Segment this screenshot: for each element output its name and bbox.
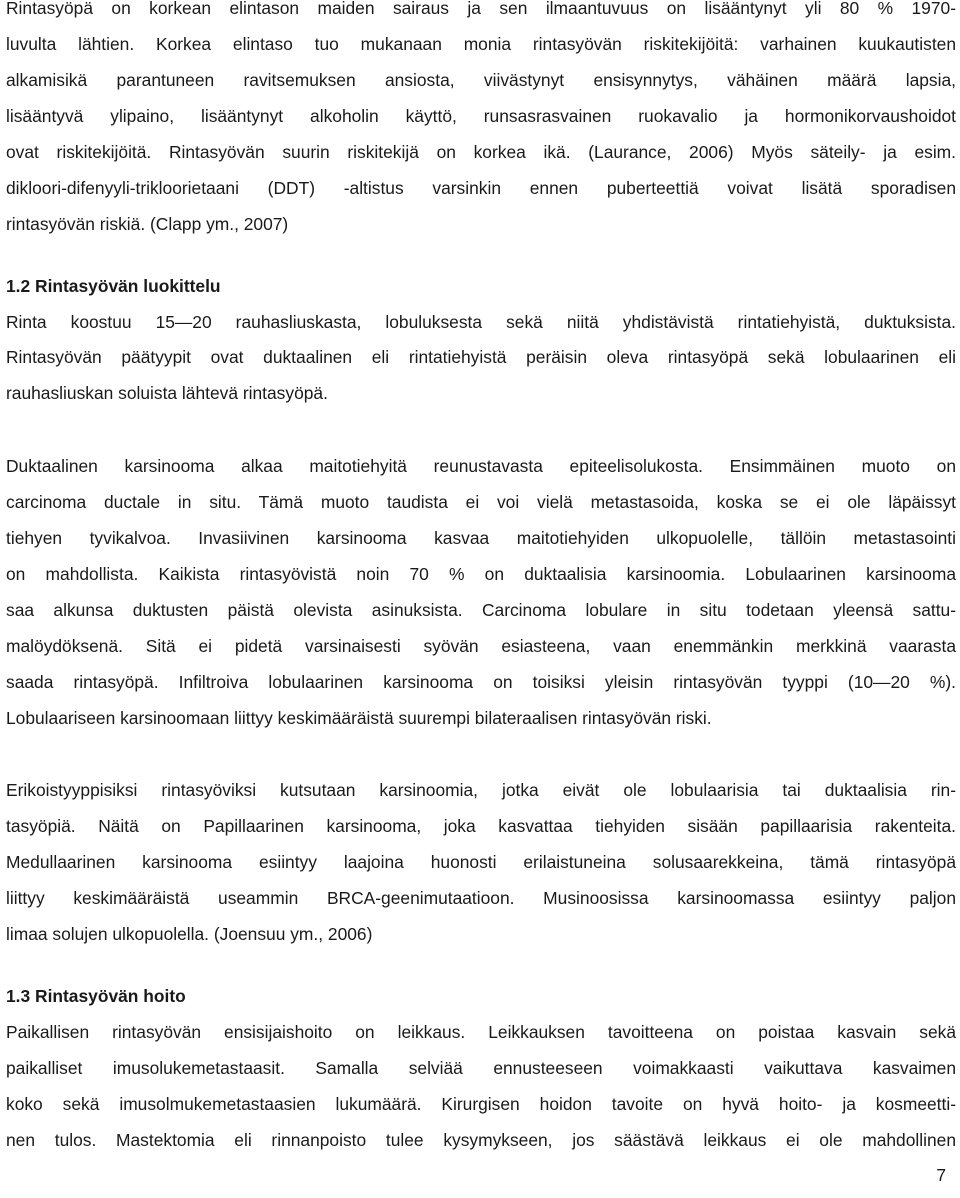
text-line: tiehyen tyvikalvoa. Invasiivinen karsinooma kasvaa maitotiehyiden ulkopuolelle, tällöin metastasointi <box>6 528 956 548</box>
text-line: lisääntyvä ylipaino, lisääntynyt alkoholin käyttö, runsasrasvainen ruokavalio ja hormonikorvaushoidot <box>6 106 956 126</box>
page-number: 7 <box>936 1165 946 1185</box>
text-line: malöydöksenä. Sitä ei pidetä varsinaisesti syövän esiasteena, vaan enemmänkin merkkinä vaarasta <box>6 636 956 656</box>
text-line: rauhasliuskan soluista lähtevä rintasyöpä. <box>6 383 328 403</box>
text-line: Rintasyövän päätyypit ovat duktaalinen eli rintatiehyistä peräisin oleva rintasyöpä sekä lobulaarinen eli <box>6 347 956 367</box>
text-line: saa alkunsa duktusten päistä olevista asinuksista. Carcinoma lobulare in situ todetaan yleensä sattu- <box>6 600 956 620</box>
text-line: rintasyövän riskiä. (Clapp ym., 2007) <box>6 214 289 234</box>
text-line: tasyöpiä. Näitä on Papillaarinen karsinooma, joka kasvattaa tiehyiden sisään papillaarisia rakenteita. <box>6 816 956 836</box>
text-line: liittyy keskimääräistä useammin BRCA-geenimutaatioon. Musinoosissa karsinoomassa esiintyy paljon <box>6 888 956 908</box>
text-line: Rinta koostuu 15—20 rauhasliuskasta, lobuluksesta sekä niitä yhdistävistä rintatiehyistä, duktuksista. <box>6 312 956 332</box>
text-line: ovat riskitekijöitä. Rintasyövän suurin riskitekijä on korkea ikä. (Laurance, 2006) Myös säteily- ja esim. <box>6 142 956 162</box>
text-line: saada rintasyöpä. Infiltroiva lobulaarinen karsinooma on toisiksi yleisin rintasyövän tyyppi (10—20 %). <box>6 672 956 692</box>
text-line: dikloori-difenyyli-trikloorietaani (DDT) -altistus varsinkin ennen puberteettiä voivat lisätä sporadisen <box>6 178 956 198</box>
text-line: on mahdollista. Kaikista rintasyövistä noin 70 % on duktaalisia karsinoomia. Lobulaarinen karsinooma <box>6 564 956 584</box>
text-line: paikalliset imusolukemetastaasit. Samalla selviää ennusteeseen voimakkaasti vaikuttava kasvaimen <box>6 1058 956 1078</box>
text-line: koko sekä imusolmukemetastaasien lukumäärä. Kirurgisen hoidon tavoite on hyvä hoito- ja kosmeetti- <box>6 1094 956 1114</box>
text-line: Paikallisen rintasyövän ensisijaishoito on leikkaus. Leikkauksen tavoitteena on poistaa kasvain sekä <box>6 1022 956 1042</box>
text-line: Erikoistyyppisiksi rintasyöviksi kutsutaan karsinoomia, jotka eivät ole lobulaarisia tai duktaalisia rin- <box>6 780 956 800</box>
text-line: Lobulaariseen karsinoomaan liittyy keskimääräistä suurempi bilateraalisen rintasyövän riski. <box>6 708 712 728</box>
text-line: luvulta lähtien. Korkea elintaso tuo mukanaan monia rintasyövän riskitekijöitä: varhainen kuukautisten <box>6 34 956 54</box>
text-line: Rintasyöpä on korkean elintason maiden sairaus ja sen ilmaantuvuus on lisääntynyt yli 80 % 1970- <box>6 0 956 18</box>
section-heading-treatment: 1.3 Rintasyövän hoito <box>6 986 186 1006</box>
text-line: Duktaalinen karsinooma alkaa maitotiehyitä reunustavasta epiteelisolukosta. Ensimmäinen muoto on <box>6 456 956 476</box>
section-heading-classification: 1.2 Rintasyövän luokittelu <box>6 276 221 296</box>
text-line: carcinoma ductale in situ. Tämä muoto taudista ei voi vielä metastasoida, koska se ei ole läpäissyt <box>6 492 956 512</box>
text-line: limaa solujen ulkopuolella. (Joensuu ym., 2006) <box>6 924 373 944</box>
text-line: Medullaarinen karsinooma esiintyy laajoina huonosti erilaistuneina solusaarekkeina, tämä rintasyöpä <box>6 852 956 872</box>
text-line: alkamisikä parantuneen ravitsemuksen ansiosta, viivästynyt ensisynnytys, vähäinen määrä lapsia, <box>6 70 956 90</box>
text-line: nen tulos. Mastektomia eli rinnanpoisto tulee kysymykseen, jos säästävä leikkaus ei ole mahdollinen <box>6 1130 956 1150</box>
